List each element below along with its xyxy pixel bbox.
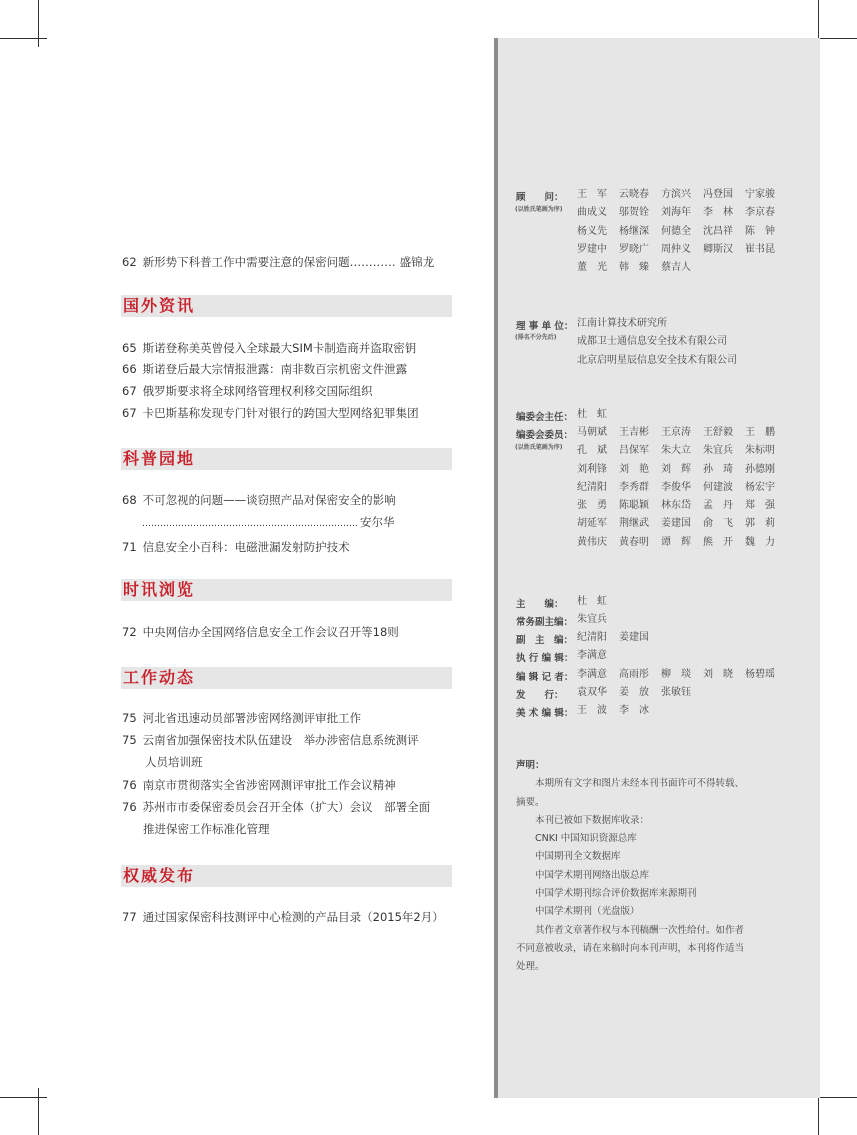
- toc-item[interactable]: 76 南京市贯彻落实全省涉密网测评审批工作会议精神: [122, 778, 396, 792]
- council-note: (排名不分先后): [515, 334, 557, 341]
- section-header: 工作动态: [121, 667, 452, 689]
- toc-item[interactable]: 76 苏州市市委保密委员会召开全体（扩大）会议 部署全面: [122, 800, 431, 814]
- board-note: (以姓氏笔画为序): [515, 444, 563, 451]
- advisors-list: 王 军 云晓春 方滨兴 冯登国 宁家骏 曲成义 邬贺铨 刘海年 李 林 李京春 杨义先 杨继深 何德全 沈昌祥 陈 钟 罗建中 罗晓广 周仲义 卿斯汉 崔书昆 董 光 韩 臻 蔡吉人: [577, 189, 775, 274]
- statement: 声明： 本期所有文字和图片未经本刊书面许可不得转载、 摘要。 本刊已被如下数据库收录： CNKI 中国知识资源总库 中国期刊全文数据库 中国学术期刊网络出版总库 中国学术期刊综合评价数据库来源期刊 中国学术期刊（光盘版） 其作者文章著作权与本刊稿酬一次性给付。如作者 不同意被收录，请在来稿时向本刊声明，本刊将作适当 处理。: [516, 757, 796, 977]
- board-label: 编委会委员：: [516, 430, 574, 441]
- board-director-value: 杜 虹: [577, 409, 607, 420]
- section-header: 权威发布: [121, 865, 452, 887]
- board-director-label: 编委会主任：: [516, 412, 574, 423]
- council-label: 理 事 单 位：: [516, 321, 574, 332]
- council-list: 江南计算技术研究所 成都卫士通信息安全技术有限公司 北京启明星辰信息安全技术有限公司: [577, 318, 737, 366]
- toc-item[interactable]: 67 卡巴斯基称发现专门针对银行的跨国大型网络犯罪集团: [122, 406, 419, 420]
- section-header: 时讯浏览: [121, 579, 452, 601]
- section-header: 国外资讯: [121, 295, 452, 317]
- toc-item[interactable]: 65 斯诺登称美英曾侵入全球最大SIM卡制造商并盗取密钥: [122, 341, 417, 355]
- toc-item[interactable]: 67 俄罗斯要求将全球网络管理权利移交国际组织: [122, 384, 373, 398]
- toc-item[interactable]: 68 不可忽视的问题——谈窃照产品对保密安全的影响: [122, 493, 396, 507]
- advisors-note: (以姓氏笔画为序): [515, 206, 563, 213]
- panel-rule: [494, 38, 498, 1098]
- toc-item[interactable]: 72 中央网信办全国网络信息安全工作会议召开等18则: [122, 625, 399, 639]
- toc-item[interactable]: 77 通过国家保密科技测评中心检测的产品目录（2015年2月）: [122, 910, 444, 924]
- toc-item-continued: 人员培训班: [145, 755, 203, 769]
- toc-item-leader: ……………………………………………………………… 安尔华: [142, 515, 395, 529]
- toc-item[interactable]: 66 斯诺登后最大宗情报泄露：南非数百宗机密文件泄露: [122, 362, 408, 376]
- toc-item[interactable]: 75 河北省迅速动员部署涉密网络测评审批工作: [122, 711, 362, 725]
- section-header: 科普园地: [121, 448, 452, 470]
- board-list: 马朝斌 王吉彬 王京涛 王舒毅 王 鹏 孔 斌 吕保军 朱大立 朱宜兵 朱标明 刘利锋 刘 艳 刘 辉 孙 琦 孙德刚 纪清阳 李秀群 李俊华 何建波 杨宏宇 张 勇 陈聪颖 林东岱 孟 丹 郑 强 胡延军 荆继武 姜建国 俞 飞 郭 莉 黄伟庆 黄春明 谭 辉 熊 开 魏 力: [577, 427, 775, 548]
- toc-item[interactable]: 62 新形势下科普工作中需要注意的保密问题………… 盛锦龙: [122, 255, 435, 269]
- advisors-label: 顾 问：: [516, 192, 564, 203]
- toc-item[interactable]: 71 信息安全小百科：电磁泄漏发射防护技术: [122, 540, 350, 554]
- toc-item[interactable]: 75 云南省加强保密技术队伍建设 举办涉密信息系统测评: [122, 733, 419, 747]
- toc-item-continued: 推进保密工作标准化管理: [143, 822, 270, 836]
- statement-title: 声明：: [516, 760, 545, 771]
